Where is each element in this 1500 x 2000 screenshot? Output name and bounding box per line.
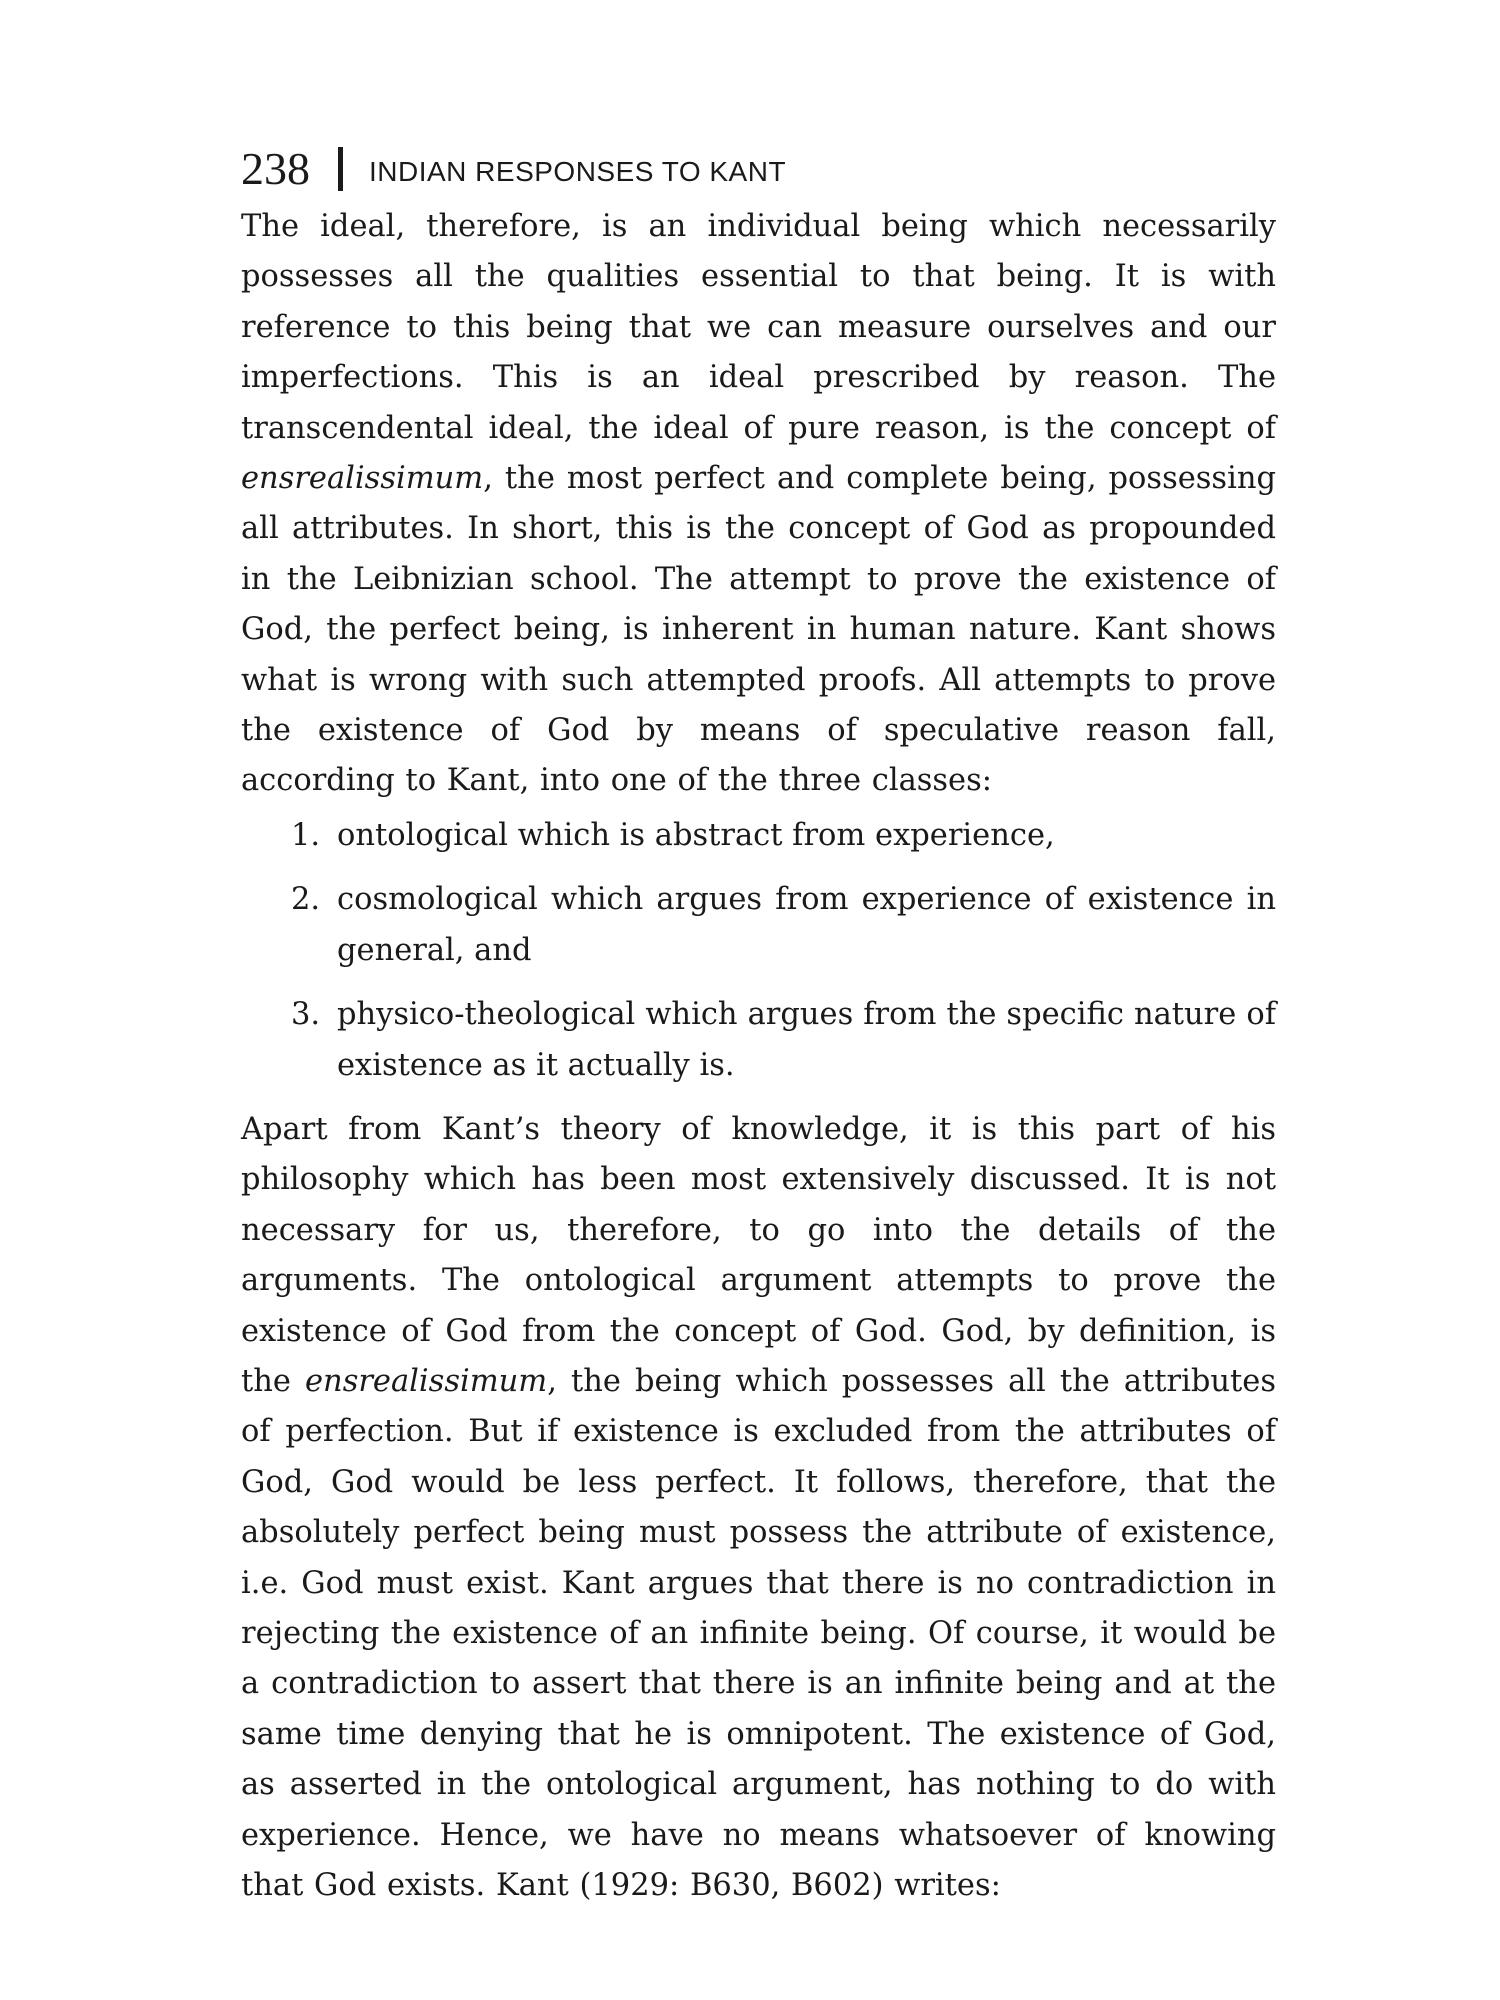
list-item-text: ontological which is abstract from experience, (337, 817, 1055, 853)
proof-classes-list (241, 811, 1276, 1091)
list-item-number: 1. (291, 817, 321, 853)
list-item (291, 990, 1276, 1091)
paragraph-text: , the being which possesses all the attributes of perfection. But if existence is excluded from the attributes of God, God would be less perfect. It follows, therefore, that the absolutely perfect being must possess the attribute of existence, i.e. God must exist. Kant argues that there is no contradiction in rejecting the existence of an infinite being. Of course, it would be a contradiction to assert that there is an infinite being and at the same time denying that he is omnipotent. The existence of God, as asserted in the ontological argument, has nothing to do with experience. Hence, we have no means whatsoever of knowing that God exists. Kant (1929: B630, B602) writes: (241, 1363, 1276, 1903)
list-item-number: 3. (291, 997, 321, 1033)
list-item-text: physico-theological which argues from the specific nature of existence as it actually is. (337, 997, 1276, 1083)
italic-term: ensrealissimum (305, 1363, 548, 1399)
italic-term: ensrealissimum (241, 461, 484, 497)
paragraph-text: The ideal, therefore, is an individual being which necessarily possesses all the qualities essential to that being. It is with reference to this being that we can measure ourselves and our imperfections. This is an ideal prescribed by reason. The transcendental ideal, the ideal of pure reason, is the concept of (241, 209, 1276, 446)
paragraph-ideal-of-reason (241, 202, 1276, 807)
page-number: 238 (241, 143, 310, 194)
book-page (241, 138, 1276, 1911)
running-head (241, 138, 1276, 200)
paragraph-text: , the most perfect and complete being, possessing all attributes. In short, this is the concept of God as propounded in the Leibnizian school. The attempt to prove the existence of God, the perfect being, is inherent in human nature. Kant shows what is wrong with such attempted proofs. All attempts to prove the existence of God by means of speculative reason fall, according to Kant, into one of the three classes: (241, 461, 1276, 799)
chapter-title: INDIAN RESPONSES TO KANT (369, 156, 787, 187)
paragraph-ontological-argument (241, 1105, 1276, 1912)
list-item (291, 811, 1276, 861)
list-item (291, 875, 1276, 976)
header-divider (338, 147, 343, 191)
list-item-number: 2. (291, 882, 321, 918)
paragraph-text: Apart from Kant’s theory of knowledge, it is this part of his philosophy which has been most extensively discussed. It is not necessary for us, therefore, to go into the details of the arguments. The ontological argument attempts to prove the existence of God from the concept of God. God, by definition, is the (241, 1111, 1276, 1399)
list-item-text: cosmological which argues from experience of existence in general, and (337, 882, 1276, 968)
